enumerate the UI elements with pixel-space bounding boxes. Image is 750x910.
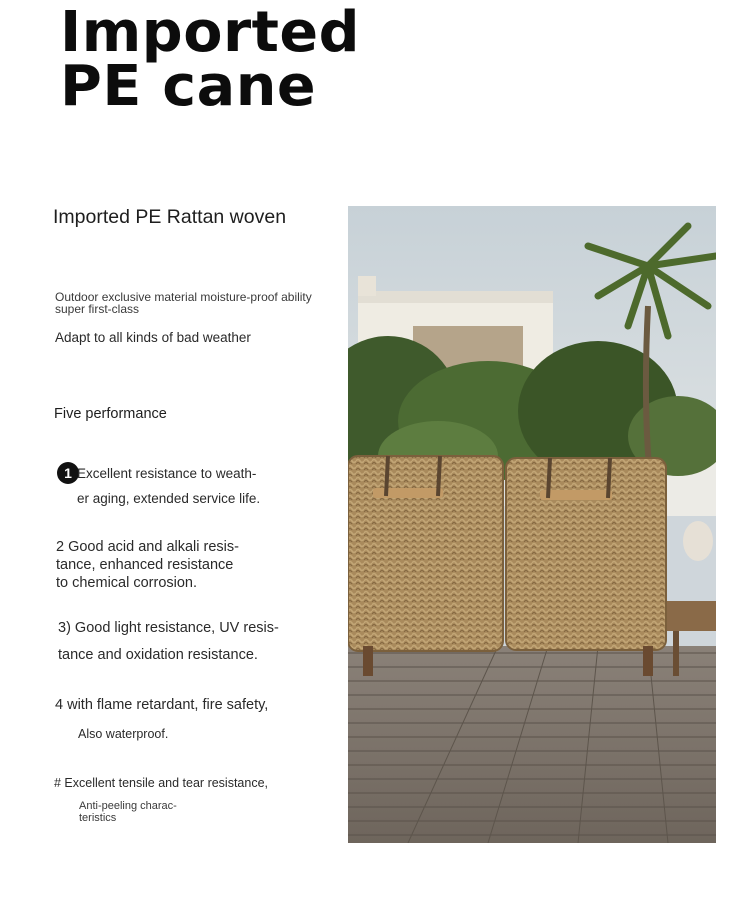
intro-line-3: Adapt to all kinds of bad weather [55, 330, 251, 345]
performance-heading: Five performance [54, 406, 167, 422]
item-5-line-1: # Excellent tensile and tear resistance, [54, 776, 269, 790]
item-1-line-2: er aging, extended service life. [77, 491, 261, 506]
item-2-line-3: to chemical corrosion. [56, 575, 198, 591]
section-heading: Imported PE Rattan woven [53, 206, 287, 228]
number-one-badge: 1 [57, 462, 79, 484]
item-5-line-3: teristics [79, 812, 117, 824]
item-2-line-1: 2 Good acid and alkali resis- [56, 539, 239, 555]
item-4-line-1: 4 with flame retardant, fire safety, [55, 697, 269, 713]
item-5-line-2: Anti-peeling charac- [79, 800, 177, 812]
product-photo [348, 206, 716, 843]
item-3-line-1: 3) Good light resistance, UV resis- [58, 620, 279, 636]
intro-line-2: super first-class [55, 302, 140, 316]
item-3-line-2: tance and oxidation resistance. [58, 647, 258, 663]
intro-line-1: Outdoor exclusive material moisture-proof ability [55, 290, 312, 304]
title-line-1: Imported [60, 0, 361, 65]
item-2-line-2: tance, enhanced resistance [56, 557, 234, 573]
item-4-line-2: Also waterproof. [78, 727, 169, 741]
item-1-line-1: Excellent resistance to weath- [77, 466, 257, 481]
page-title [60, 0, 361, 119]
title-line-2: PE cane [60, 54, 317, 119]
